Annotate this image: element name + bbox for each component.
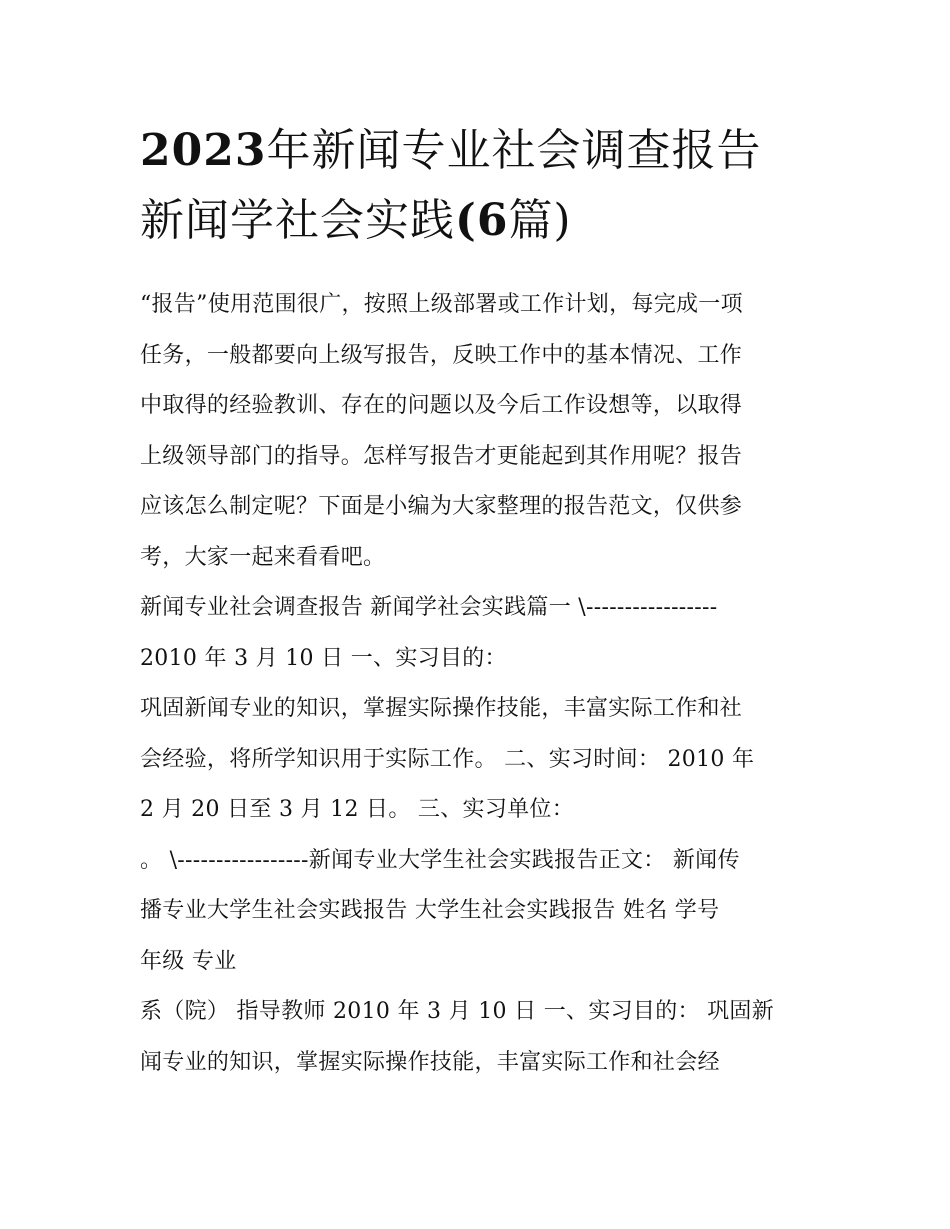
title-count: (6 [455, 195, 509, 246]
title-line2-text: 新闻学社会实践 [140, 195, 455, 246]
body-line: 2010 年 3 月 10 日 一、实习目的： [140, 645, 507, 671]
body-line: 应该怎么制定呢？下面是小编为大家整理的报告范文，仅供参 [140, 494, 743, 519]
body-line: 新闻专业社会调查报告 新闻学社会实践篇一 \----------------- [140, 595, 718, 620]
body-line: 考，大家一起来看看吧。 [140, 544, 386, 570]
body-line: 。 \-----------------新闻专业大学生社会实践报告正文： 新闻传 [140, 847, 740, 873]
body-line: 任务，一般都要向上级写报告，反映工作中的基本情况、工作 [140, 342, 743, 368]
document-body [140, 280, 830, 1088]
document-title [140, 116, 830, 256]
body-line: 闻专业的知识，掌握实际操作技能，丰富实际工作和社会经 [140, 1049, 720, 1075]
title-year: 2023 [140, 125, 267, 176]
body-line: 2 月 20 日至 3 月 12 日。 三、实习单位： [140, 797, 575, 822]
body-line: 年级 专业 [140, 948, 237, 974]
body-line: 中取得的经验教训、存在的问题以及今后工作设想等，以取得 [140, 393, 743, 418]
body-line: 上级领导部门的指导。怎样写报告才更能起到其作用呢？报告 [140, 443, 743, 469]
body-line: 播专业大学生社会实践报告 大学生社会实践报告 姓名 学号 [140, 898, 720, 923]
body-line: 巩固新闻专业的知识，掌握实际操作技能，丰富实际工作和社 [140, 696, 743, 721]
title-line2-end: 篇) [508, 195, 572, 246]
body-line: 系（院） 指导教师 2010 年 3 月 10 日 一、实习目的： 巩固新 [140, 999, 775, 1024]
title-line1-text: 年新闻专业社会调查报告 [266, 125, 762, 176]
body-line: “报告”使用范围很广，按照上级部署或工作计划，每完成一项 [140, 292, 743, 317]
body-line: 会经验，将所学知识用于实际工作。 二、实习时间： 2010 年 [140, 746, 755, 772]
